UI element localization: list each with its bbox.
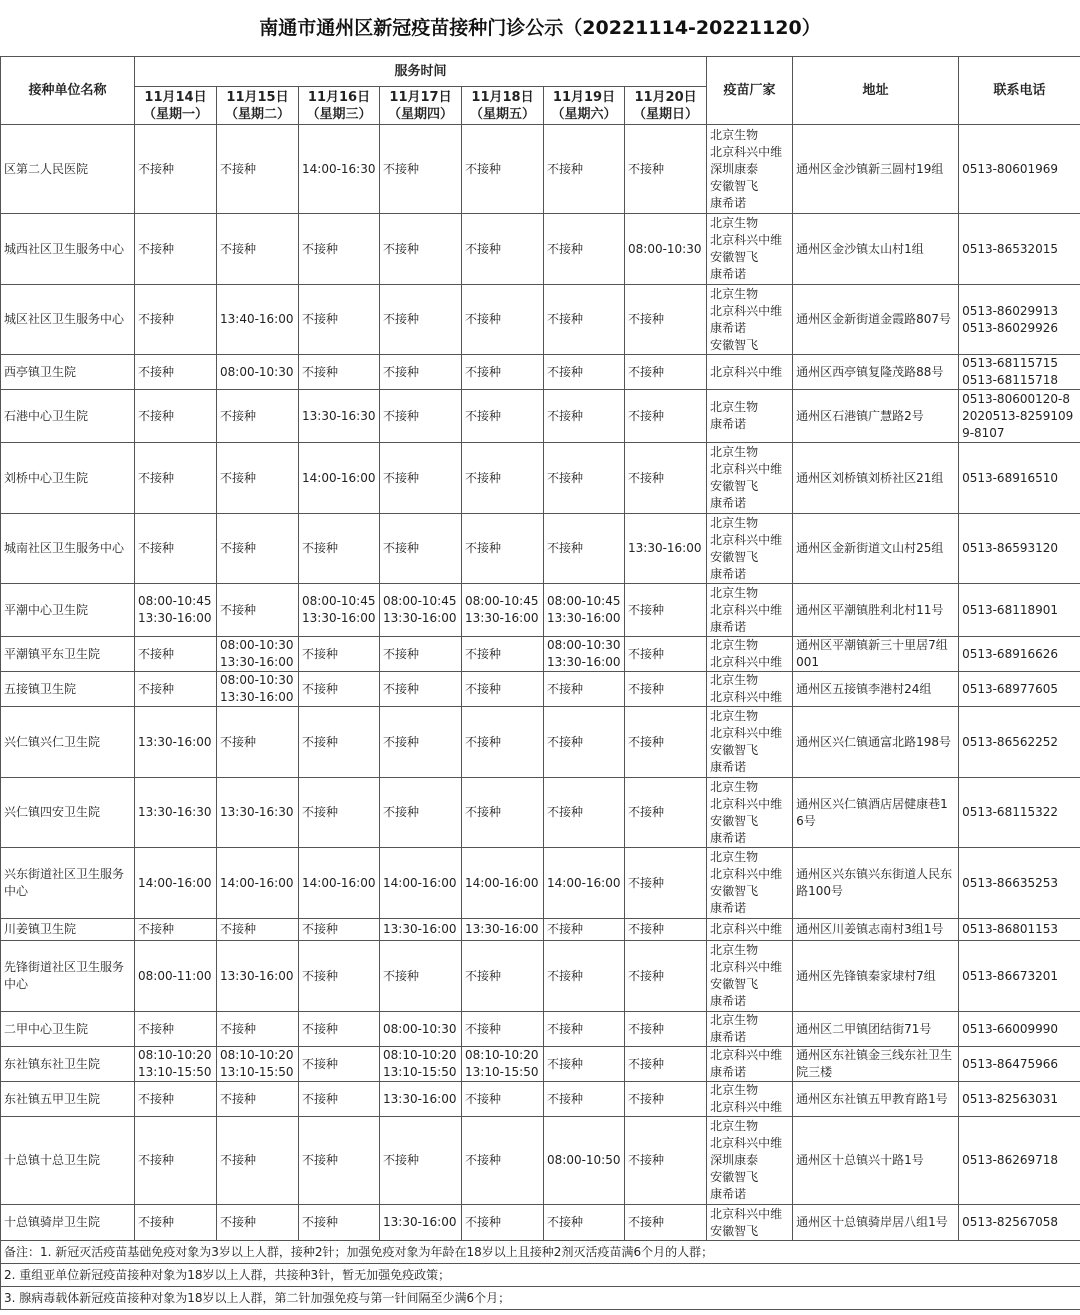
table-row: [1, 584, 1080, 637]
address-cell: 通州区石港镇广慧路2号: [793, 390, 959, 443]
service-time-cell: 14:00-16:30: [299, 125, 380, 214]
service-time-cell: 不接种: [217, 1117, 299, 1205]
service-time-cell: 08:00-10:50: [544, 1117, 625, 1205]
address-cell: 通州区金新街道文山村25组: [793, 514, 959, 584]
service-time-cell: 不接种: [544, 1047, 625, 1082]
service-time-cell: 不接种: [299, 1117, 380, 1205]
service-time-cell: 不接种: [217, 919, 299, 941]
service-time-cell: 不接种: [299, 637, 380, 672]
day-header: [380, 87, 462, 125]
service-time-cell: 08:00-10:30 13:30-16:00: [544, 637, 625, 672]
service-time-cell: 不接种: [380, 778, 462, 848]
phone-cell: 0513-68118901: [959, 584, 1080, 637]
service-time-cell: 13:30-16:30: [135, 778, 217, 848]
vaccine-vendors: 北京科兴中维 安徽智飞: [707, 1205, 793, 1241]
table-row: [1, 672, 1080, 707]
service-time-cell: 不接种: [625, 919, 707, 941]
unit-name: 先锋街道社区卫生服务中心: [1, 941, 135, 1012]
service-time-cell: 不接种: [217, 125, 299, 214]
service-time-cell: 13:30-16:00: [380, 919, 462, 941]
service-time-cell: 不接种: [625, 1047, 707, 1082]
service-time-cell: 不接种: [625, 1012, 707, 1047]
day-header: [217, 87, 299, 125]
day-weekday: （星期三）: [306, 106, 372, 122]
address-cell: 通州区东社镇金三线东社卫生院三楼: [793, 1047, 959, 1082]
service-time-cell: 不接种: [462, 355, 544, 390]
service-time-cell: 不接种: [462, 1012, 544, 1047]
vaccine-vendors: 北京生物 北京科兴中维 安徽智飞 康希诺: [707, 214, 793, 285]
day-header: [544, 87, 625, 125]
service-time-cell: 不接种: [462, 214, 544, 285]
day-date: 11月18日: [471, 89, 534, 105]
service-time-cell: 不接种: [462, 390, 544, 443]
vaccine-vendors: 北京生物 北京科兴中维 安徽智飞 康希诺: [707, 848, 793, 919]
service-time-cell: 不接种: [380, 941, 462, 1012]
page-title: 南通市通州区新冠疫苗接种门诊公示（20221114-20221120）: [259, 17, 821, 39]
service-time-cell: 不接种: [380, 514, 462, 584]
day-date: 11月15日: [226, 89, 289, 105]
service-time-cell: 不接种: [462, 285, 544, 355]
service-time-cell: 不接种: [544, 672, 625, 707]
header-phone: 联系电话: [959, 57, 1080, 125]
service-time-cell: 不接种: [380, 125, 462, 214]
service-time-cell: 不接种: [217, 390, 299, 443]
day-header: [299, 87, 380, 125]
vaccine-vendors: 北京生物 北京科兴中维 安徽智飞 康希诺: [707, 443, 793, 514]
service-time-cell: 不接种: [135, 514, 217, 584]
service-time-cell: 不接种: [299, 355, 380, 390]
table-row: [1, 1205, 1080, 1241]
phone-cell: 0513-86029913 0513-86029926: [959, 285, 1080, 355]
service-time-cell: 不接种: [299, 514, 380, 584]
service-time-cell: 08:10-10:20 13:10-15:50: [380, 1047, 462, 1082]
day-weekday: （星期四）: [387, 106, 453, 122]
unit-name: 五接镇卫生院: [1, 672, 135, 707]
service-time-cell: 不接种: [380, 637, 462, 672]
unit-name: 兴东街道社区卫生服务中心: [1, 848, 135, 919]
table-row: [1, 214, 1080, 285]
service-time-cell: 不接种: [217, 443, 299, 514]
table-row: [1, 941, 1080, 1012]
phone-cell: 0513-86673201: [959, 941, 1080, 1012]
service-time-cell: 不接种: [625, 285, 707, 355]
vaccine-vendors: 北京生物 康希诺: [707, 390, 793, 443]
table-row: [1, 514, 1080, 584]
service-time-cell: 不接种: [544, 707, 625, 778]
address-cell: 通州区金新街道金霞路807号: [793, 285, 959, 355]
phone-cell: 0513-68916626: [959, 637, 1080, 672]
service-time-cell: 不接种: [299, 214, 380, 285]
service-time-cell: 08:00-11:00: [135, 941, 217, 1012]
note-row: [1, 1264, 1080, 1287]
service-time-cell: 不接种: [625, 672, 707, 707]
note-text: 2. 重组亚单位新冠疫苗接种对象为18岁以上人群，共接种3针，暂无加强免疫政策；: [1, 1264, 1080, 1287]
unit-name: 十总镇骑岸卫生院: [1, 1205, 135, 1241]
service-time-cell: 08:10-10:20 13:10-15:50: [217, 1047, 299, 1082]
service-time-cell: 不接种: [544, 1082, 625, 1117]
address-cell: 通州区兴仁镇通富北路198号: [793, 707, 959, 778]
service-time-cell: 不接种: [135, 672, 217, 707]
vaccine-vendors: 北京生物 北京科兴中维 深圳康泰 安徽智飞 康希诺: [707, 125, 793, 214]
header-address: 地址: [793, 57, 959, 125]
service-time-cell: 不接种: [380, 214, 462, 285]
service-time-cell: 不接种: [462, 1205, 544, 1241]
service-time-cell: 不接种: [462, 941, 544, 1012]
address-cell: 通州区金沙镇太山村1组: [793, 214, 959, 285]
vaccine-vendors: 北京生物 康希诺: [707, 1012, 793, 1047]
vaccine-vendors: 北京生物 北京科兴中维: [707, 637, 793, 672]
unit-name: 平潮镇平东卫生院: [1, 637, 135, 672]
day-date: 11月16日: [307, 89, 371, 105]
service-time-cell: 08:10-10:20 13:10-15:50: [462, 1047, 544, 1082]
header-service-time: 服务时间: [135, 57, 707, 87]
day-date: 11月17日: [389, 89, 452, 105]
service-time-cell: 不接种: [462, 125, 544, 214]
phone-cell: 0513-86635253: [959, 848, 1080, 919]
vaccine-vendors: 北京生物 北京科兴中维 安徽智飞 康希诺: [707, 941, 793, 1012]
service-time-cell: 不接种: [217, 514, 299, 584]
vaccine-vendors: 北京科兴中维: [707, 919, 793, 941]
day-header: [625, 87, 707, 125]
service-time-cell: 不接种: [135, 443, 217, 514]
service-time-cell: 不接种: [217, 707, 299, 778]
service-time-cell: 不接种: [544, 941, 625, 1012]
day-weekday: （星期二）: [224, 106, 290, 122]
vaccine-vendors: 北京生物 北京科兴中维 安徽智飞 康希诺: [707, 514, 793, 584]
address-cell: 通州区二甲镇团结街71号: [793, 1012, 959, 1047]
service-time-cell: 14:00-16:00: [380, 848, 462, 919]
service-time-cell: 不接种: [544, 125, 625, 214]
service-time-cell: 不接种: [625, 390, 707, 443]
unit-name: 城西社区卫生服务中心: [1, 214, 135, 285]
phone-cell: 0513-68977605: [959, 672, 1080, 707]
unit-name: 西亭镇卫生院: [1, 355, 135, 390]
service-time-cell: 08:00-10:30: [625, 214, 707, 285]
unit-name: 区第二人民医院: [1, 125, 135, 214]
service-time-cell: 不接种: [135, 355, 217, 390]
table-row: [1, 1047, 1080, 1082]
service-time-cell: 不接种: [299, 672, 380, 707]
phone-cell: 0513-82563031: [959, 1082, 1080, 1117]
service-time-cell: 不接种: [217, 584, 299, 637]
service-time-cell: 13:30-16:00: [380, 1082, 462, 1117]
day-date: 11月20日: [634, 89, 697, 105]
service-time-cell: 不接种: [135, 125, 217, 214]
service-time-cell: 不接种: [625, 355, 707, 390]
table-row: [1, 707, 1080, 778]
service-time-cell: 不接种: [380, 443, 462, 514]
service-time-cell: 不接种: [544, 390, 625, 443]
table-row: [1, 355, 1080, 390]
service-time-cell: 08:00-10:30: [217, 355, 299, 390]
service-time-cell: 不接种: [462, 637, 544, 672]
service-time-cell: 不接种: [544, 778, 625, 848]
service-time-cell: 不接种: [544, 214, 625, 285]
service-time-cell: 不接种: [462, 778, 544, 848]
service-time-cell: 14:00-16:00: [299, 443, 380, 514]
service-time-cell: 不接种: [625, 1117, 707, 1205]
service-time-cell: 不接种: [135, 1117, 217, 1205]
schedule-table: [0, 56, 1080, 1310]
vaccine-vendors: 北京生物 北京科兴中维 康希诺 安徽智飞: [707, 285, 793, 355]
address-cell: 通州区刘桥镇刘桥社区21组: [793, 443, 959, 514]
phone-cell: 0513-86801153: [959, 919, 1080, 941]
address-cell: 通州区平潮镇胜利北村11号: [793, 584, 959, 637]
service-time-cell: 不接种: [544, 1205, 625, 1241]
address-cell: 通州区十总镇骑岸居八组1号: [793, 1205, 959, 1241]
service-time-cell: 08:00-10:45 13:30-16:00: [462, 584, 544, 637]
day-weekday: （星期五）: [469, 106, 535, 122]
address-cell: 通州区兴东镇兴东街道人民东路100号: [793, 848, 959, 919]
service-time-cell: 不接种: [544, 919, 625, 941]
service-time-cell: 不接种: [380, 355, 462, 390]
unit-name: 兴仁镇兴仁卫生院: [1, 707, 135, 778]
service-time-cell: 不接种: [135, 214, 217, 285]
note-text: 备注：1. 新冠灭活疫苗基础免疫对象为3岁以上人群，接种2针；加强免疫对象为年龄在18岁以上且接种2剂灭活疫苗满6个月的人群；: [1, 1241, 1080, 1264]
vaccine-vendors: 北京生物 北京科兴中维: [707, 1082, 793, 1117]
service-time-cell: 不接种: [625, 707, 707, 778]
day-date: 11月14日: [144, 89, 207, 105]
service-time-cell: 14:00-16:00: [217, 848, 299, 919]
unit-name: 十总镇十总卫生院: [1, 1117, 135, 1205]
service-time-cell: 08:00-10:45 13:30-16:00: [135, 584, 217, 637]
unit-name: 兴仁镇四安卫生院: [1, 778, 135, 848]
service-time-cell: 不接种: [462, 707, 544, 778]
service-time-cell: 不接种: [625, 584, 707, 637]
service-time-cell: 08:00-10:45 13:30-16:00: [299, 584, 380, 637]
vaccine-vendors: 北京科兴中维: [707, 355, 793, 390]
service-time-cell: 不接种: [380, 285, 462, 355]
service-time-cell: 不接种: [625, 637, 707, 672]
unit-name: 石港中心卫生院: [1, 390, 135, 443]
service-time-cell: 13:40-16:00: [217, 285, 299, 355]
service-time-cell: 不接种: [299, 285, 380, 355]
service-time-cell: 不接种: [217, 1205, 299, 1241]
service-time-cell: 08:00-10:45 13:30-16:00: [544, 584, 625, 637]
service-time-cell: 不接种: [217, 1082, 299, 1117]
service-time-cell: 不接种: [299, 919, 380, 941]
service-time-cell: 不接种: [625, 1205, 707, 1241]
phone-cell: 0513-86475966: [959, 1047, 1080, 1082]
table-row: [1, 637, 1080, 672]
service-time-cell: 不接种: [544, 514, 625, 584]
service-time-cell: 13:30-16:00: [380, 1205, 462, 1241]
day-weekday: （星期六）: [551, 106, 617, 122]
phone-cell: 0513-66009990: [959, 1012, 1080, 1047]
table-row: [1, 125, 1080, 214]
unit-name: 城南社区卫生服务中心: [1, 514, 135, 584]
day-weekday: （星期日）: [633, 106, 699, 122]
table-row: [1, 285, 1080, 355]
service-time-cell: 08:00-10:45 13:30-16:00: [380, 584, 462, 637]
table-row: [1, 443, 1080, 514]
note-row: [1, 1287, 1080, 1310]
address-cell: 通州区十总镇兴十路1号: [793, 1117, 959, 1205]
address-cell: 通州区先锋镇秦家埭村7组: [793, 941, 959, 1012]
address-cell: 通州区兴仁镇酒店居健康巷16号: [793, 778, 959, 848]
service-time-cell: 不接种: [544, 285, 625, 355]
header-vaccine-vendor: 疫苗厂家: [707, 57, 793, 125]
address-cell: 通州区东社镇五甲教育路1号: [793, 1082, 959, 1117]
service-time-cell: 13:30-16:30: [217, 778, 299, 848]
service-time-cell: 13:30-16:00: [462, 919, 544, 941]
service-time-cell: 13:30-16:00: [217, 941, 299, 1012]
service-time-cell: 不接种: [625, 848, 707, 919]
service-time-cell: 13:30-16:00: [625, 514, 707, 584]
table-row: [1, 848, 1080, 919]
unit-name: 平潮中心卫生院: [1, 584, 135, 637]
service-time-cell: 不接种: [380, 390, 462, 443]
service-time-cell: 不接种: [625, 778, 707, 848]
address-cell: 通州区金沙镇新三圆村19组: [793, 125, 959, 214]
service-time-cell: 不接种: [380, 1117, 462, 1205]
day-header: [135, 87, 217, 125]
service-time-cell: 不接种: [135, 919, 217, 941]
service-time-cell: 不接种: [135, 1012, 217, 1047]
vaccine-vendors: 北京生物 北京科兴中维 安徽智飞 康希诺: [707, 707, 793, 778]
service-time-cell: 不接种: [544, 355, 625, 390]
service-time-cell: 不接种: [217, 214, 299, 285]
service-time-cell: 13:30-16:30: [299, 390, 380, 443]
note-row: [1, 1241, 1080, 1264]
phone-cell: 0513-80601969: [959, 125, 1080, 214]
service-time-cell: 08:00-10:30: [380, 1012, 462, 1047]
unit-name: 东社镇五甲卫生院: [1, 1082, 135, 1117]
service-time-cell: 不接种: [544, 443, 625, 514]
service-time-cell: 不接种: [135, 390, 217, 443]
address-cell: 通州区五接镇李港村24组: [793, 672, 959, 707]
service-time-cell: 不接种: [462, 1117, 544, 1205]
vaccine-vendors: 北京科兴中维 康希诺: [707, 1047, 793, 1082]
service-time-cell: 不接种: [380, 707, 462, 778]
service-time-cell: 不接种: [462, 514, 544, 584]
table-row: [1, 919, 1080, 941]
service-time-cell: 不接种: [299, 707, 380, 778]
service-time-cell: 不接种: [462, 443, 544, 514]
phone-cell: 0513-86593120: [959, 514, 1080, 584]
service-time-cell: 14:00-16:00: [544, 848, 625, 919]
service-time-cell: 不接种: [299, 1012, 380, 1047]
service-time-cell: 不接种: [462, 1082, 544, 1117]
day-header: [462, 87, 544, 125]
service-time-cell: 不接种: [299, 1205, 380, 1241]
table-row: [1, 1012, 1080, 1047]
header-unit-name: 接种单位名称: [1, 57, 135, 125]
service-time-cell: 不接种: [135, 1082, 217, 1117]
phone-cell: 0513-68115715 0513-68115718: [959, 355, 1080, 390]
phone-cell: 0513-80600120-82020513-82591099-8107: [959, 390, 1080, 443]
service-time-cell: 08:00-10:30 13:30-16:00: [217, 637, 299, 672]
service-time-cell: 不接种: [625, 941, 707, 1012]
table-row: [1, 1117, 1080, 1205]
unit-name: 川姜镇卫生院: [1, 919, 135, 941]
table-row: [1, 390, 1080, 443]
service-time-cell: 14:00-16:00: [135, 848, 217, 919]
service-time-cell: 不接种: [135, 1205, 217, 1241]
note-text: 3. 腺病毒载体新冠疫苗接种对象为18岁以上人群，第二针加强免疫与第一针间隔至少满6个月；: [1, 1287, 1080, 1310]
unit-name: 二甲中心卫生院: [1, 1012, 135, 1047]
table-row: [1, 1082, 1080, 1117]
service-time-cell: 14:00-16:00: [462, 848, 544, 919]
service-time-cell: 不接种: [380, 672, 462, 707]
phone-cell: 0513-86562252: [959, 707, 1080, 778]
service-time-cell: 不接种: [625, 125, 707, 214]
service-time-cell: 14:00-16:00: [299, 848, 380, 919]
unit-name: 东社镇东社卫生院: [1, 1047, 135, 1082]
service-time-cell: 不接种: [462, 672, 544, 707]
phone-cell: 0513-68115322: [959, 778, 1080, 848]
day-date: 11月19日: [552, 89, 616, 105]
vaccine-vendors: 北京生物 北京科兴中维 深圳康泰 安徽智飞 康希诺: [707, 1117, 793, 1205]
vaccine-vendors: 北京生物 北京科兴中维 安徽智飞 康希诺: [707, 778, 793, 848]
service-time-cell: 不接种: [135, 637, 217, 672]
phone-cell: 0513-86532015: [959, 214, 1080, 285]
phone-cell: 0513-68916510: [959, 443, 1080, 514]
unit-name: 城区社区卫生服务中心: [1, 285, 135, 355]
address-cell: 通州区川姜镇志南村3组1号: [793, 919, 959, 941]
address-cell: 通州区西亭镇复隆茂路88号: [793, 355, 959, 390]
service-time-cell: 不接种: [544, 1012, 625, 1047]
service-time-cell: 08:10-10:20 13:10-15:50: [135, 1047, 217, 1082]
service-time-cell: 不接种: [299, 1082, 380, 1117]
service-time-cell: 13:30-16:00: [135, 707, 217, 778]
address-cell: 通州区平潮镇新三十里居7组001: [793, 637, 959, 672]
phone-cell: 0513-82567058: [959, 1205, 1080, 1241]
service-time-cell: 不接种: [135, 285, 217, 355]
day-weekday: （星期一）: [142, 106, 208, 122]
service-time-cell: 不接种: [299, 941, 380, 1012]
service-time-cell: 不接种: [217, 1012, 299, 1047]
vaccine-vendors: 北京生物 北京科兴中维 康希诺: [707, 584, 793, 637]
service-time-cell: 08:00-10:30 13:30-16:00: [217, 672, 299, 707]
service-time-cell: 不接种: [299, 1047, 380, 1082]
service-time-cell: 不接种: [625, 443, 707, 514]
service-time-cell: 不接种: [299, 778, 380, 848]
unit-name: 刘桥中心卫生院: [1, 443, 135, 514]
phone-cell: 0513-86269718: [959, 1117, 1080, 1205]
table-row: [1, 778, 1080, 848]
vaccine-vendors: 北京生物 北京科兴中维: [707, 672, 793, 707]
service-time-cell: 不接种: [625, 1082, 707, 1117]
